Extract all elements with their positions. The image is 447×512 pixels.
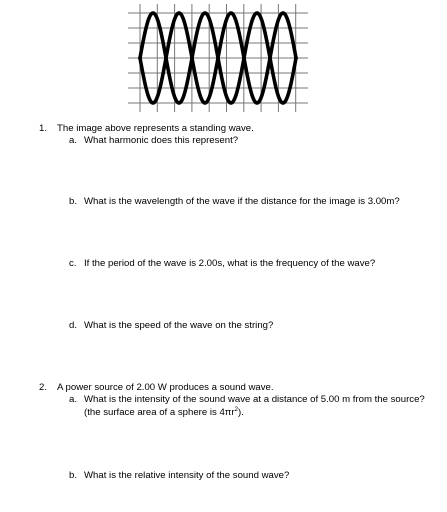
question-2a-text: What is the intensity of the sound wave at a distance of 5.00 m from the source? [84,394,425,405]
question-1a-letter: a. [69,135,78,146]
question-2a-letter: a. [69,394,78,405]
question-2a-note [84,407,244,419]
question-1d-letter: d. [69,320,78,331]
question-2-number: 2. [39,382,48,393]
standing-wave-figure [128,4,308,112]
question-2a-note-text: (the surface area of a sphere is 4πr [84,407,235,418]
question-1c-letter: c. [69,258,77,269]
question-2b-letter: b. [69,470,78,481]
question-1a-text: What harmonic does this represent? [84,135,239,146]
question-2-text: A power source of 2.00 W produces a sound wave. [57,382,274,393]
question-1-number: 1. [39,123,48,134]
question-2b-text: What is the relative intensity of the sound wave? [84,470,290,481]
question-2a-note-end: ). [237,407,244,418]
question-1c-text: If the period of the wave is 2.00s, what is the frequency of the wave? [84,258,376,269]
question-1d-text: What is the speed of the wave on the string? [84,320,274,331]
question-1-text: The image above represents a standing wave. [57,123,254,134]
question-2a-note-exponent: 2 [234,406,238,413]
question-1b-letter: b. [69,196,78,207]
question-1b-text: What is the wavelength of the wave if the distance for the image is 3.00m? [84,196,400,207]
